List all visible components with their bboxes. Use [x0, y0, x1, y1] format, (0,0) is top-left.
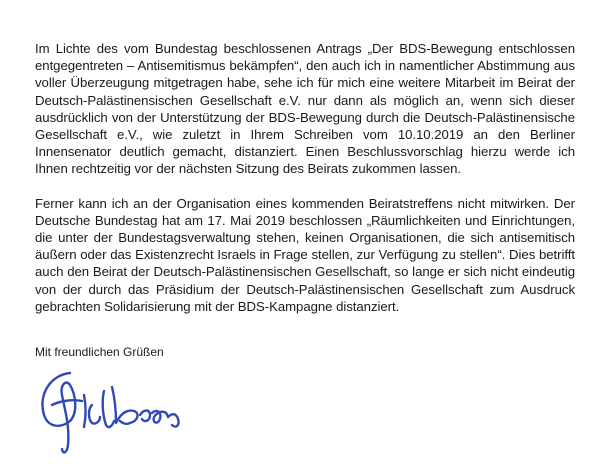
letter-body: [35, 40, 575, 315]
handwritten-signature: [30, 365, 190, 460]
paragraph-advisory-meeting: Ferner kann ich an der Organisation eines kommenden Beiratstreffens nicht mitwirken. Der Deutsche Bundestag hat am 17. Mai 2019 beschlossen „Räumlichkeiten und Einrichtungen, die unter der Bundestagsverwaltung stehen, keinen Organisationen, die sich antisemitisch äußern oder das Existenzrecht Israels in Frage stellen, zur Verfügung zu stellen“. Dies betrifft auch den Beirat der Deutsch-Palästinensischen Gesellschaft, so lange er sich nicht eindeutig von der durch das Präsidium der Deutsch-Palästinensischen Gesellschaft zum Ausdruck gebrachten Solidarisierung mit der BDS-Kampagne distanziert.: [35, 195, 575, 314]
paragraph-bds-resolution: Im Lichte des vom Bundestag beschlossenen Antrags „Der BDS-Bewegung entschlossen entgegentreten – Antisemitismus bekämpfen“, den auch ich in namentlicher Abstimmung aus voller Überzeugung mitgetragen habe, sehe ich für mich eine weitere Mitarbeit im Beirat der Deutsch-Palästinensischen Gesellschaft e.V. nur dann als möglich an, wenn sich dieser ausdrücklich von der Unterstützung der BDS-Bewegung durch die Deutsch-Palästinensische Gesellschaft e.V., wie zuletzt in Ihrem Schreiben vom 10.10.2019 an den Berliner Innensenator deutlich gemacht, distanziert. Einen Beschlussvorschlag hierzu werde ich Ihnen rechtzeitig vor der nächsten Sitzung des Beirats zukommen lassen.: [35, 41, 575, 177]
closing-salutation: Mit freundlichen Grüßen: [35, 345, 164, 359]
